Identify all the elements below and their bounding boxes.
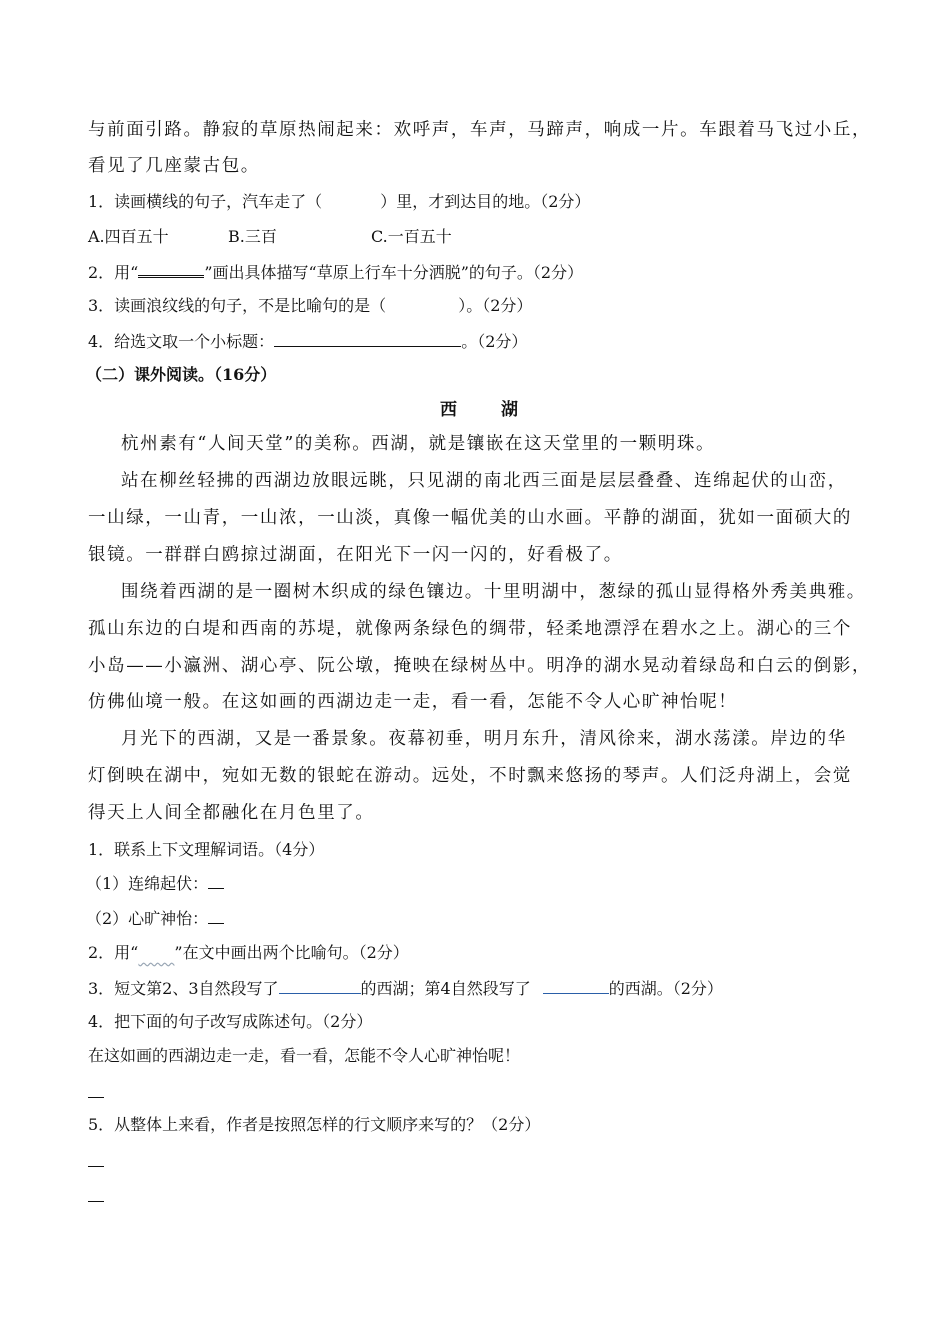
reading-question-1-item-1: [86, 874, 224, 894]
reading-question-4: 4．把下面的句子改写成陈述句。（2分）: [88, 1012, 373, 1031]
double-underline-mark: [138, 261, 204, 278]
item-1-label: （1）连绵起伏：: [86, 874, 209, 893]
question-2-text-a: 2．用“: [88, 263, 139, 282]
question-2: [88, 261, 583, 283]
article-paragraph-2-line-2: 一山绿，一山青，一山浓，一山淡，真像一幅优美的山水画。平静的湖面，犹如一面硕大的: [88, 508, 852, 528]
item-2-blank[interactable]: [208, 909, 224, 924]
article-paragraph-2-line-3: 银镜。一群群白鸥掠过湖面，在阳光下一闪一闪的，好看极了。: [88, 545, 623, 565]
article-paragraph-1: 杭州素有“人间天堂”的美称。西湖，就是镶嵌在这天堂里的一颗明珠。: [121, 434, 716, 454]
reading-question-1-item-2: [86, 909, 224, 929]
passage-continuation-line-2: 看见了几座蒙古包。: [88, 156, 260, 176]
section-heading: （二）课外阅读。（16分）: [86, 365, 277, 384]
reading-question-1: 1．联系上下文理解词语。（4分）: [88, 840, 325, 859]
article-paragraph-3-line-3: 小岛——小瀛洲、湖心亭、阮公墩，掩映在绿树丛中。明净的湖水晃动着绿岛和白云的倒影，: [88, 656, 872, 676]
reading-question-3-blank-2[interactable]: [543, 978, 609, 994]
item-1-blank[interactable]: [208, 874, 224, 889]
article-paragraph-2-line-1: 站在柳丝轻拂的西湖边放眼远眺，只见湖的南北西三面是层层叠叠、连绵起伏的山峦，: [121, 471, 847, 491]
reading-question-3-text-b: 的西湖；第4自然段写了: [360, 979, 531, 998]
reading-question-2-text-b: ”在文中画出两个比喻句。（2分）: [174, 943, 409, 962]
question-1-options: [88, 227, 452, 247]
item-2-label: （2）心旷神怡：: [86, 909, 209, 928]
article-paragraph-3-line-2: 孤山东边的白堤和西南的苏堤，就像两条绿色的绸带，轻柔地漂浮在碧水之上。湖心的三个: [88, 619, 852, 639]
question-3-text-b: ）。（2分）: [458, 296, 533, 315]
reading-question-3-text-a: 3．短文第2、3自然段写了: [88, 979, 279, 998]
reading-question-5-answer-line-2[interactable]: [88, 1201, 104, 1202]
question-3: [88, 296, 532, 316]
passage-continuation-line-1: 与前面引路。静寂的草原热闹起来：欢呼声，车声，马蹄声，响成一片。车跟着马飞过小丘，: [88, 120, 872, 140]
reading-question-2: [88, 943, 409, 964]
reading-question-4-answer-line[interactable]: [88, 1097, 104, 1098]
question-1-text-b: ）里，才到达目的地。（2分）: [380, 192, 591, 211]
article-paragraph-3-line-1: 围绕着西湖的是一圈树木织成的绿色镶边。十里明湖中，葱绿的孤山显得格外秀美典雅。: [121, 582, 866, 602]
option-b: B.三百: [228, 227, 277, 246]
wavy-line-mark: [138, 944, 174, 964]
reading-question-3-text-c: 的西湖。（2分）: [608, 979, 723, 998]
reading-question-5-answer-line-1[interactable]: [88, 1166, 104, 1167]
article-paragraph-4-line-3: 得天上人间全都融化在月色里了。: [88, 803, 375, 823]
option-c: C.一百五十: [371, 227, 452, 246]
article-paragraph-4-line-2: 灯倒映在湖中，宛如无数的银蛇在游动。远处，不时飘来悠扬的琴声。人们泛舟湖上，会觉: [88, 766, 852, 786]
question-4: [88, 331, 527, 352]
reading-question-3-blank-1[interactable]: [279, 978, 361, 994]
reading-question-5: 5．从整体上来看，作者是按照怎样的行文顺序来写的？（2分）: [88, 1115, 541, 1134]
question-2-text-b: ”画出具体描写“草原上行车十分洒脱”的句子。（2分）: [204, 263, 584, 282]
reading-question-4-sentence: 在这如画的西湖边走一走，看一看，怎能不令人心旷神怡呢！: [88, 1046, 521, 1065]
question-1-text-a: 1．读画横线的句子，汽车走了（: [88, 192, 323, 211]
question-3-text-a: 3．读画浪纹线的句子，不是比喻句的是（: [88, 296, 387, 315]
question-4-blank[interactable]: [274, 331, 461, 347]
article-paragraph-4-line-1: 月光下的西湖，又是一番景象。夜幕初垂，明月东升，清风徐来，湖水荡漾。岸边的华: [121, 729, 847, 749]
question-4-text-b: 。（2分）: [461, 332, 528, 351]
reading-question-3: [88, 978, 723, 999]
article-title: 西湖: [440, 400, 562, 420]
question-1: [88, 192, 590, 212]
option-a: A.四百五十: [88, 227, 169, 246]
question-4-text-a: 4．给选文取一个小标题：: [88, 332, 275, 351]
article-paragraph-3-line-4: 仿佛仙境一般。在这如画的西湖边走一走，看一看，怎能不令人心旷神怡呢！: [88, 692, 738, 712]
reading-question-2-text-a: 2．用“: [88, 943, 139, 962]
